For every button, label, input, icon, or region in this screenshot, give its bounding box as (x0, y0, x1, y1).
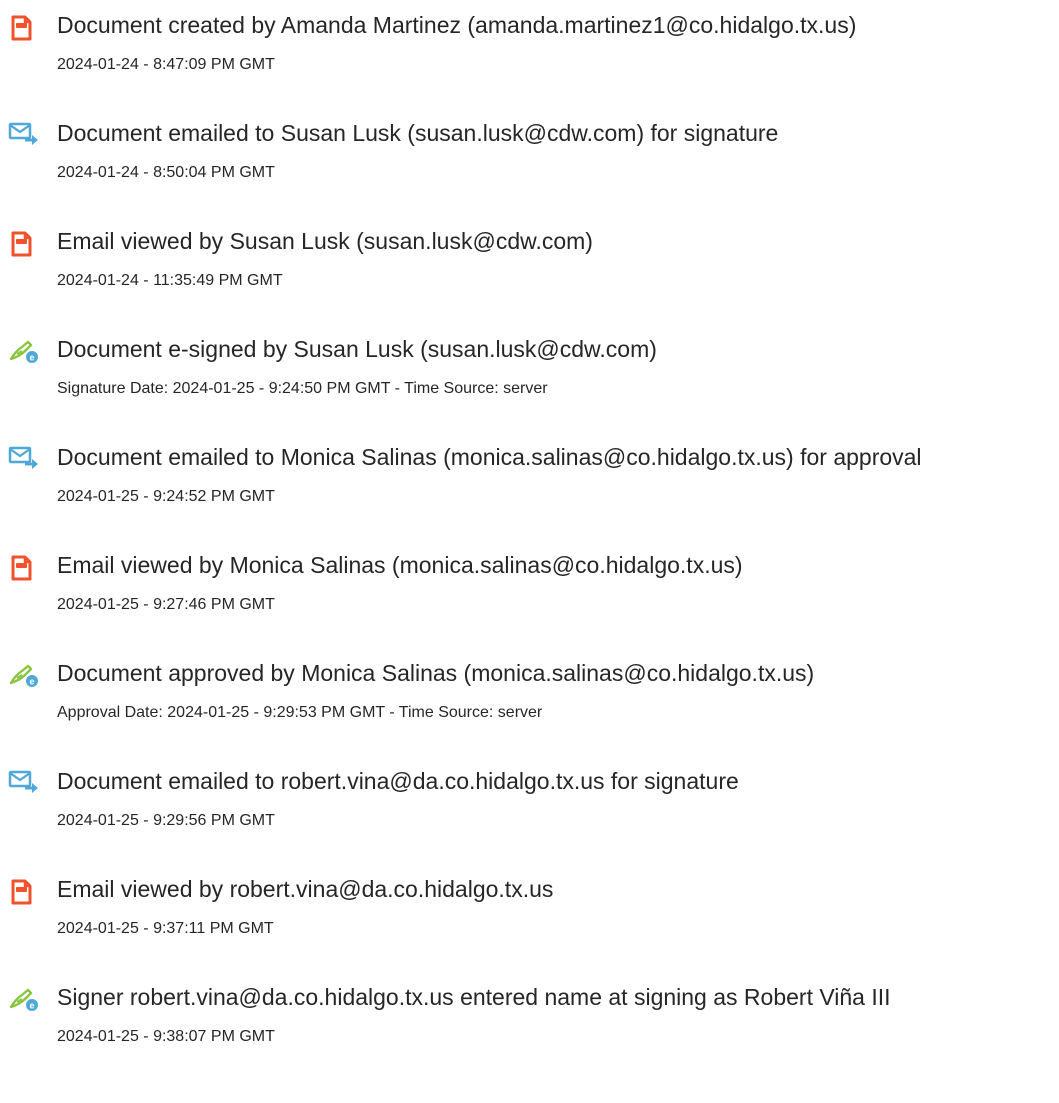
history-event (0, 225, 1059, 325)
history-event (0, 549, 1059, 649)
history-event (0, 333, 1059, 433)
event-timestamp: 2024-01-25 - 9:24:52 PM GMT (57, 488, 275, 505)
history-event (0, 873, 1059, 973)
esign-pen-icon (8, 985, 42, 1015)
document-created-icon (8, 13, 42, 43)
event-timestamp: 2024-01-25 - 9:38:07 PM GMT (57, 1028, 275, 1045)
event-timestamp: Signature Date: 2024-01-25 - 9:24:50 PM GMT - Time Source: server (57, 380, 548, 397)
document-viewed-icon (8, 553, 42, 583)
event-title: Document emailed to Susan Lusk (susan.lusk@cdw.com) for signature (57, 120, 779, 146)
document-viewed-icon (8, 229, 42, 259)
event-title: Email viewed by Susan Lusk (susan.lusk@cdw.com) (57, 228, 593, 254)
email-sent-icon (8, 445, 42, 475)
history-event (0, 981, 1059, 1081)
history-event (0, 441, 1059, 541)
esign-pen-icon (8, 337, 42, 367)
event-title: Document e-signed by Susan Lusk (susan.lusk@cdw.com) (57, 336, 657, 362)
esign-pen-icon (8, 661, 42, 691)
event-title: Signer robert.vina@da.co.hidalgo.tx.us entered name at signing as Robert Viña III (57, 984, 891, 1010)
event-title: Document emailed to robert.vina@da.co.hidalgo.tx.us for signature (57, 768, 739, 794)
history-event (0, 9, 1059, 109)
svg-text:e: e (29, 676, 35, 687)
event-timestamp: 2024-01-25 - 9:37:11 PM GMT (57, 920, 274, 937)
event-title: Document approved by Monica Salinas (monica.salinas@co.hidalgo.tx.us) (57, 660, 815, 686)
event-timestamp: Approval Date: 2024-01-25 - 9:29:53 PM GMT - Time Source: server (57, 704, 543, 721)
event-title: Document created by Amanda Martinez (amanda.martinez1@co.hidalgo.tx.us) (57, 12, 857, 38)
event-timestamp: 2024-01-24 - 8:47:09 PM GMT (57, 56, 275, 73)
history-event (0, 657, 1059, 757)
event-title: Email viewed by robert.vina@da.co.hidalgo.tx.us (57, 876, 554, 902)
event-title: Document emailed to Monica Salinas (monica.salinas@co.hidalgo.tx.us) for approval (57, 444, 922, 470)
event-timestamp: 2024-01-25 - 9:29:56 PM GMT (57, 812, 275, 829)
event-timestamp: 2024-01-24 - 11:35:49 PM GMT (57, 272, 283, 289)
svg-text:e: e (29, 352, 35, 363)
svg-text:e: e (29, 1000, 35, 1011)
event-timestamp: 2024-01-25 - 9:27:46 PM GMT (57, 596, 275, 613)
event-title: Email viewed by Monica Salinas (monica.salinas@co.hidalgo.tx.us) (57, 552, 743, 578)
history-event (0, 117, 1059, 217)
document-viewed-icon (8, 877, 42, 907)
event-timestamp: 2024-01-24 - 8:50:04 PM GMT (57, 164, 275, 181)
email-sent-icon (8, 121, 42, 151)
email-sent-icon (8, 769, 42, 799)
history-event (0, 765, 1059, 865)
